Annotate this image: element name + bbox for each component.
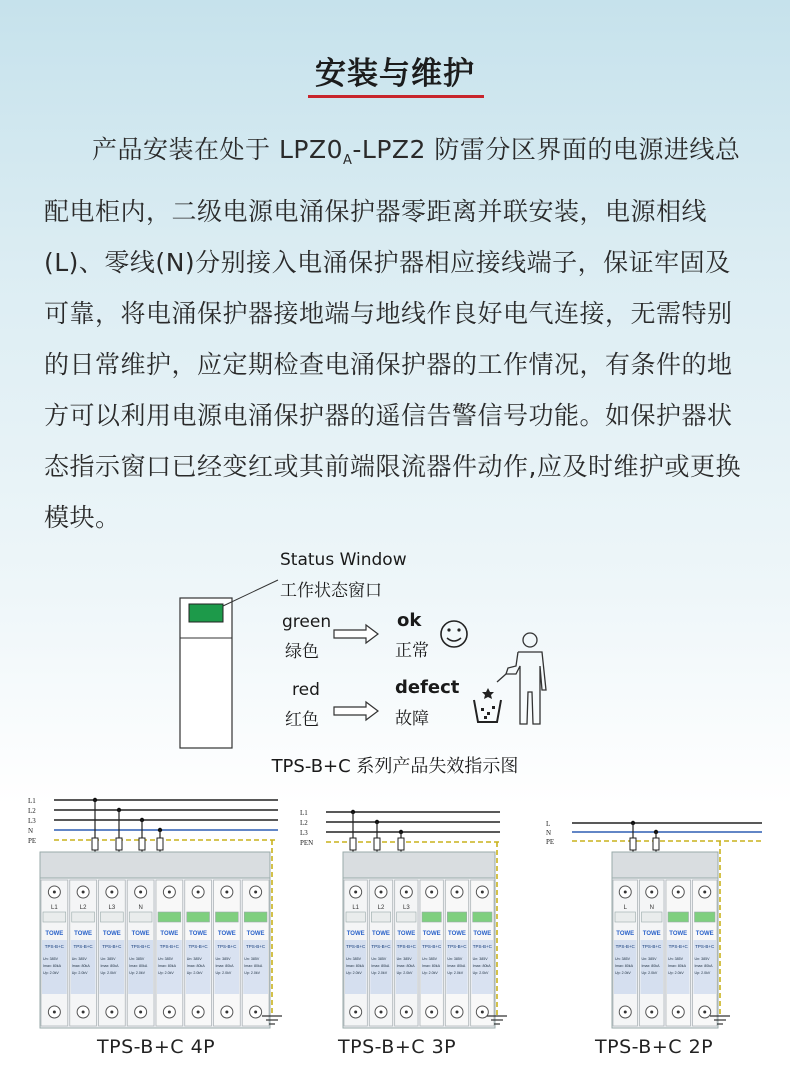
fuse-symbol [350, 838, 356, 850]
pole-status-window [244, 912, 267, 922]
module-pole [185, 880, 212, 1026]
pole-label: N [649, 905, 654, 911]
bus-line-label: PEN [300, 839, 314, 847]
brand-label: TOWE [422, 931, 441, 937]
pole-label: L2 [79, 905, 87, 911]
fuse-symbol [92, 838, 98, 850]
spec-line: Imax: 80kA [396, 964, 415, 968]
terminal-screw-bottom-center [650, 1011, 653, 1014]
installation-paragraph [44, 124, 750, 543]
brand-label: TOWE [695, 931, 714, 937]
spec-line: Up: 2.0kV [371, 971, 388, 975]
terminal-screw-center [703, 891, 706, 894]
module-pole [214, 880, 241, 1026]
spec-line: Un: 385V [158, 957, 173, 961]
spec-line: Un: 385V [641, 957, 657, 961]
terminal-screw-bottom-center [456, 1011, 459, 1014]
terminal-screw-bottom-center [53, 1011, 56, 1014]
spec-line: Up: 2.0kV [668, 971, 684, 975]
bus-line-label: L1 [28, 797, 36, 805]
spec-line: Un: 385V [129, 957, 145, 961]
spec-line: Up: 2.0kV [129, 971, 146, 975]
model-label: TPS-B+C [217, 944, 237, 949]
spec-line: Up: 2.0kV [422, 971, 438, 975]
terminal-screw-center [481, 891, 484, 894]
spec-line: Un: 385V [668, 957, 683, 961]
bus-line-label: L1 [300, 809, 308, 817]
model-label: TPS-B+C [422, 944, 442, 949]
bus-line-label: L2 [300, 819, 308, 827]
model-label: TPS-B+C [346, 944, 366, 949]
spec-line: Imax: 80kA [100, 964, 119, 968]
paragraph-part1: 产品安装在处于 LPZ0 [92, 135, 343, 164]
pole-status-window [216, 912, 239, 922]
spec-line: Un: 385V [215, 957, 231, 961]
pole-status-window [422, 912, 441, 922]
terminal-screw-center [405, 891, 408, 894]
pole-label: L [623, 905, 627, 911]
brand-label: TOWE [246, 931, 265, 937]
pole-status-window [668, 912, 689, 922]
bus-line-label: N [546, 829, 552, 837]
defect-label-cn: 故障 [395, 709, 429, 729]
spec-line: Up: 2.0kV [186, 971, 203, 975]
pole-status-window [72, 912, 95, 922]
module-pole [445, 880, 468, 1026]
person-icon [497, 633, 546, 724]
terminal-screw-bottom-center [225, 1011, 228, 1014]
module-pole [127, 880, 154, 1026]
model-label: TPS-B+C [642, 944, 662, 949]
module-pole [41, 880, 68, 1026]
terminal-screw-bottom-center [624, 1011, 627, 1014]
model-label: TPS-B+C [396, 944, 416, 949]
module-pole [471, 880, 494, 1026]
terminal-screw-bottom-center [168, 1011, 171, 1014]
device-wiring-row [0, 790, 790, 1073]
trash-bin-icon [474, 688, 501, 722]
brand-label: TOWE [616, 931, 635, 937]
terminal-screw-center [624, 891, 627, 894]
module-pole [420, 880, 443, 1026]
spec-line: Un: 385V [472, 957, 488, 961]
status-window-diagram [0, 540, 790, 790]
pole-status-window [43, 912, 66, 922]
spec-line: Un: 385V [615, 957, 630, 961]
pole-status-window [158, 912, 181, 922]
paragraph-part2: -LPZ2 防雷分区界面的电源进线总配电柜内，二级电源电涌保护器零距离并联安装，电源相线(L)、零线(N)分别接入电涌保护器相应接线端子，保证牢固及可靠，将电涌保护器接地端与地线作良好电气连接，无需特别的日常维护，应定期检查电涌保护器的工作情况，有条件的地方可以利用电源电涌保护器的遥信告警信号功能。如保护器状态指示窗口已经变红或其前端限流器件动作,应及时维护或更换模块。 [44, 135, 741, 532]
spec-line: Imax: 80kA [43, 964, 61, 968]
device-panel-3 [546, 820, 762, 1028]
status-window-label-en: Status Window [280, 550, 407, 570]
spec-line: Up: 2.0kV [396, 971, 413, 975]
brand-label: TOWE [189, 931, 208, 937]
brand-label: TOWE [372, 931, 390, 937]
spec-line: Un: 385V [396, 957, 412, 961]
bus-line-label: L2 [28, 807, 36, 815]
spec-line: Up: 2.0kV [43, 971, 59, 975]
spec-line: Up: 2.0kV [472, 971, 489, 975]
module-top-cover [343, 852, 495, 878]
spec-line: Un: 385V [244, 957, 260, 961]
spec-line: Imax: 80kA [71, 964, 90, 968]
pole-status-window [129, 912, 152, 922]
model-label: TPS-B+C [246, 944, 266, 949]
device-panel-1 [28, 797, 282, 1028]
pole-label: L1 [51, 905, 58, 911]
fuse-symbol [398, 838, 404, 850]
pole-status-window [187, 912, 210, 922]
red-label-en: red [292, 680, 320, 700]
brand-label: TOWE [45, 931, 64, 937]
terminal-screw-center [254, 891, 257, 894]
spec-line: Un: 385V [694, 957, 710, 961]
spec-line: Up: 2.0kV [694, 971, 711, 975]
terminal-screw-center [456, 891, 459, 894]
smiley-icon [441, 621, 467, 647]
brand-label: TOWE [346, 931, 365, 937]
red-label-cn: 红色 [285, 710, 319, 730]
terminal-screw-center [139, 891, 142, 894]
fuse-symbol [116, 838, 122, 850]
model-label: TPS-B+C [371, 944, 391, 949]
terminal-screw-center [110, 891, 113, 894]
green-label-en: green [282, 612, 332, 632]
fuse-symbol [157, 838, 163, 850]
model-label: TPS-B+C [188, 944, 208, 949]
terminal-screw-bottom-center [481, 1011, 484, 1014]
spec-line: Imax: 80kA [472, 964, 491, 968]
module-pole [242, 880, 269, 1026]
fuse-symbol [630, 838, 636, 850]
brand-label: TOWE [473, 931, 492, 937]
terminal-screw-bottom-center [354, 1011, 357, 1014]
module-pole [666, 880, 691, 1026]
spec-line: Up: 2.0kV [71, 971, 88, 975]
terminal-screw-bottom-center [197, 1011, 200, 1014]
spec-line: Imax: 80kA [371, 964, 390, 968]
spec-line: Un: 385V [422, 957, 437, 961]
model-label: TPS-B+C [695, 944, 715, 949]
model-label: TPS-B+C [102, 944, 122, 949]
terminal-screw-center [677, 891, 680, 894]
terminal-screw-bottom-center [380, 1011, 383, 1014]
terminal-screw-center [354, 891, 357, 894]
terminal-screw-center [82, 891, 85, 894]
green-label-cn: 绿色 [285, 642, 319, 662]
module-pole [70, 880, 97, 1026]
bus-line-label: PE [546, 838, 555, 846]
terminal-screw-center [168, 891, 171, 894]
brand-label: TOWE [642, 931, 661, 937]
spec-line: Imax: 80kA [668, 964, 686, 968]
pole-status-window [346, 912, 365, 922]
status-window-label-cn: 工作状态窗口 [280, 581, 382, 601]
model-label: TPS-B+C [73, 944, 93, 949]
spec-line: Un: 385V [186, 957, 202, 961]
terminal-screw-center [380, 891, 383, 894]
spec-line: Un: 385V [447, 957, 463, 961]
module-pole [156, 880, 183, 1026]
pole-status-window [397, 912, 416, 922]
spec-line: Imax: 80kA [641, 964, 660, 968]
model-label: TPS-B+C [668, 944, 688, 949]
spec-line: Un: 385V [346, 957, 361, 961]
spec-line: Imax: 80kA [422, 964, 440, 968]
spec-line: Up: 2.0kV [215, 971, 232, 975]
terminal-screw-center [430, 891, 433, 894]
pole-status-window [447, 912, 466, 922]
bus-line-label: N [28, 827, 34, 835]
ok-label-cn: 正常 [395, 641, 429, 661]
arrow-red-defect [334, 702, 378, 720]
brand-label: TOWE [397, 931, 416, 937]
terminal-screw-bottom-center [703, 1011, 706, 1014]
spec-line: Imax: 80kA [158, 964, 176, 968]
bus-line-label: PE [28, 837, 37, 845]
fuse-symbol [653, 838, 659, 850]
brand-label: TOWE [217, 931, 236, 937]
spec-line: Up: 2.0kV [244, 971, 261, 975]
terminal-screw-bottom-center [110, 1011, 113, 1014]
spec-line: Un: 385V [100, 957, 116, 961]
window-pointer-line [223, 580, 278, 606]
device-caption-2p: TPS-B+C 2P [595, 1036, 714, 1058]
pole-label: L3 [402, 905, 410, 911]
model-label: TPS-B+C [615, 944, 635, 949]
module-pole [640, 880, 665, 1026]
terminal-screw-center [225, 891, 228, 894]
brand-label: TOWE [102, 931, 121, 937]
device-caption-3p: TPS-B+C 3P [338, 1036, 457, 1058]
arrow-green-ok [334, 625, 378, 643]
device-caption-4p: TPS-B+C 4P [97, 1036, 216, 1058]
module-pole [369, 880, 392, 1026]
spec-line: Imax: 80kA [129, 964, 148, 968]
pole-status-window [695, 912, 716, 922]
module-pole [99, 880, 126, 1026]
brand-label: TOWE [74, 931, 93, 937]
device-panel-2 [300, 809, 507, 1028]
bus-line-label: L [546, 820, 551, 828]
pole-status-window [473, 912, 492, 922]
title-underline [308, 95, 484, 98]
terminal-screw-bottom-center [677, 1011, 680, 1014]
pole-label: L2 [377, 905, 385, 911]
terminal-screw-bottom-center [430, 1011, 433, 1014]
status-window-indicator [189, 604, 223, 622]
terminal-screw-bottom-center [82, 1011, 85, 1014]
terminal-screw-bottom-center [254, 1011, 257, 1014]
spec-line: Imax: 80kA [346, 964, 364, 968]
fuse-symbol [374, 838, 380, 850]
defect-label-en: defect [395, 677, 460, 698]
terminal-screw-center [650, 891, 653, 894]
spec-line: Imax: 80kA [447, 964, 466, 968]
spec-line: Imax: 80kA [244, 964, 263, 968]
spec-line: Imax: 80kA [215, 964, 234, 968]
module-pole [344, 880, 367, 1026]
pole-label: L3 [108, 905, 116, 911]
terminal-screw-bottom-center [139, 1011, 142, 1014]
brand-label: TOWE [669, 931, 688, 937]
spec-line: Imax: 80kA [694, 964, 713, 968]
spec-line: Un: 385V [43, 957, 58, 961]
device-wiring-graphics [0, 790, 790, 1040]
model-label: TPS-B+C [472, 944, 492, 949]
spec-line: Up: 2.0kV [158, 971, 174, 975]
spec-line: Up: 2.0kV [447, 971, 464, 975]
module-pole [395, 880, 418, 1026]
pole-status-window [615, 912, 636, 922]
paragraph-subscript: A [342, 153, 353, 168]
module-pole [693, 880, 718, 1026]
brand-label: TOWE [160, 931, 179, 937]
model-label: TPS-B+C [447, 944, 467, 949]
terminal-screw-center [53, 891, 56, 894]
diagram-caption: TPS-B+C 系列产品失效指示图 [271, 756, 519, 777]
model-label: TPS-B+C [131, 944, 151, 949]
spec-line: Imax: 80kA [615, 964, 633, 968]
spec-line: Up: 2.0kV [346, 971, 362, 975]
spec-line: Up: 2.0kV [100, 971, 117, 975]
module-pole [613, 880, 638, 1026]
bus-line-label: L3 [300, 829, 308, 837]
spec-line: Un: 385V [71, 957, 87, 961]
terminal-screw-bottom-center [405, 1011, 408, 1014]
pole-status-window [642, 912, 663, 922]
model-label: TPS-B+C [159, 944, 179, 949]
brand-label: TOWE [131, 931, 150, 937]
ok-label-en: ok [397, 610, 422, 631]
spec-line: Un: 385V [371, 957, 387, 961]
page-title: 安装与维护 [315, 56, 475, 92]
module-top-cover [612, 852, 718, 878]
pole-label: N [138, 905, 143, 911]
terminal-screw-center [197, 891, 200, 894]
spec-line: Up: 2.0kV [641, 971, 658, 975]
model-label: TPS-B+C [44, 944, 64, 949]
bus-line-label: L3 [28, 817, 36, 825]
spec-line: Up: 2.0kV [615, 971, 631, 975]
fuse-symbol [139, 838, 145, 850]
spec-line: Imax: 80kA [186, 964, 205, 968]
pole-status-window [371, 912, 390, 922]
pole-status-window [101, 912, 124, 922]
brand-label: TOWE [448, 931, 466, 937]
module-top-cover [40, 852, 270, 878]
pole-label: L1 [352, 905, 360, 911]
